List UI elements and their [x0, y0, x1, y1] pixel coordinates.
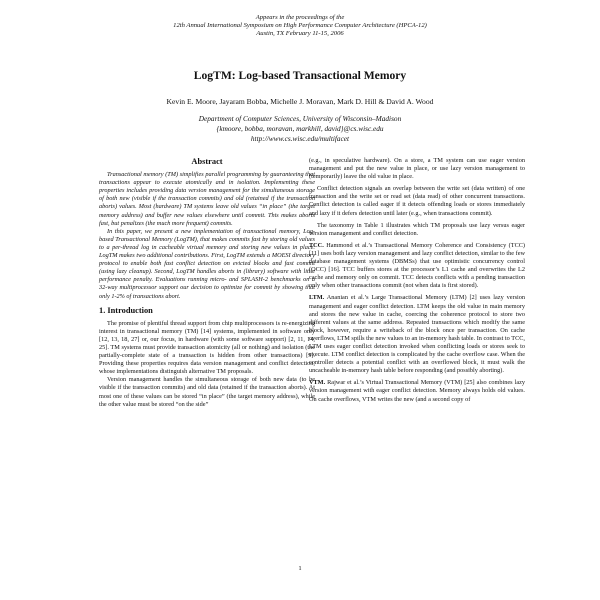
left-column	[99, 158, 315, 409]
affiliation-block	[0, 114, 600, 143]
intro-paragraph-1: The promise of plentiful thread support from chip multiprocessors is re-energizing interest in transactional memory (TM) [14] systems, implemented in software only [12, 13, 18, 27] or, our focus, in hardware (with some software support) [2, 11, 14, 25]. TM systems must provide transaction atomicity (all or nothing) and isolation (the partially-complete state of a transaction is hidden from other transactions) [9]. Providing these properties requires data version management and conflict detection, whose implementations distinguish alternative TM proposals.	[99, 319, 315, 376]
vtm-label: VTM.	[309, 379, 326, 387]
abstract-heading: Abstract	[191, 157, 223, 166]
department-line: Department of Computer Sciences, University of Wisconsin–Madison	[198, 114, 402, 123]
tcc-label: TCC.	[309, 241, 324, 249]
proceedings-line-1: Appears in the proceedings of the	[255, 14, 345, 21]
proceedings-line-2: 12th Annual International Symposium on High Performance Computer Architecture (HPCA-12)	[173, 22, 427, 30]
intro-paragraph-2: Version management handles the simultaneous storage of both new data (to be visible if the transaction commits) and old data (retained if the transaction aborts). At most one of these values can be stored “in place” (the target memory address), while the other value must be stored “on the side”	[99, 376, 315, 408]
right-paragraph-1: (e.g., in speculative hardware). On a store, a TM system can use eager version management and put the new value in place, or use lazy version management to (temporarily) leave the old value in place.	[309, 157, 525, 181]
taxonomy-paragraph: The taxonomy in Table 1 illustrates which TM proposals use lazy versus eager version management and conflict detection.	[309, 221, 525, 237]
url-line: http://www.cs.wisc.edu/multifacet	[250, 133, 350, 143]
paper-title: LogTM: Log-based Transactional Memory	[193, 69, 407, 82]
abstract-body	[99, 171, 315, 301]
tcc-text: Hammond et al.’s Transactional Memory Coherence and Consistency (TCC) [11] uses both lazy version management and lazy conflict detection, similar to the few database management systems (DBMSs) that use optimistic concurrency control (OCC) [16]. TCC buffers stores at the processor’s L1 cache and overwrites the L2 cache and memory only on commit. TCC detects conflicts with a pending transaction only when other transactions commit (not when data is first stored).	[309, 241, 525, 290]
proceedings-note	[0, 14, 600, 39]
author-list: Kevin E. Moore, Jayaram Bobba, Michelle J. Moravan, Mark D. Hill & David A. Wood	[166, 97, 434, 106]
introduction-heading: 1. Introduction	[99, 305, 153, 315]
abstract-paragraph-2: In this paper, we present a new implementation of transactional memory, Log-based Transactional Memory (LogTM), that makes commits fast by storing old values to a per-thread log in cacheable virtual memory and storing new values in place. LogTM makes two additional contributions. First, LogTM extends a MOESI directory protocol to enable both fast conflict detection on evicted blocks and fast commit (using lazy cleanup). Second, LogTM handles aborts in (library) software with little performance penalty. Evaluations running micro- and SPLASH-2 benchmarks on a 32-way multiprocessor support our decision to optimize for commit by showing that only 1-2% of transactions abort.	[99, 227, 315, 300]
email-line: {kmoore, bobba, moravan, markhill, david}@cs.wisc.edu	[216, 123, 384, 133]
vtm-paragraph	[309, 379, 525, 403]
ltm-text: Ananian et al.’s Large Transactional Memory (LTM) [2] uses lazy version management and eager conflict detection. LTM keeps the old value in main memory and stores the new value in cache, coercing the coherence protocol to store two different values at the same address. Repeated transactions which modify the same block, however, require a writeback of the block once per transaction. On cache overflows, LTM spills the new values to an in-memory hash table. In contrast to TCC, LTM uses eager conflict detection invoked when conflicting loads or stores seek to execute. LTM conflict detection is complicated by the cache overflow case. When the controller detects a potential conflict with an overflowed block, it must walk the uncacheable in-memory hash table before responding (and possibly aborting).	[309, 294, 525, 375]
ltm-label: LTM.	[309, 294, 325, 302]
right-column	[309, 157, 525, 404]
tcc-paragraph	[309, 242, 525, 291]
page-number: 1	[298, 565, 302, 572]
proceedings-line-3: Austin, TX February 11-15, 2006	[256, 30, 344, 38]
ltm-paragraph	[309, 294, 525, 375]
conflict-detection-paragraph: Conflict detection signals an overlap between the write set (data written) of one transaction and the write set or read set (data read) of other concurrent transactions. Conflict detection is called eager if it detects offending loads or stores immediately and lazy if it defers detection until later (e.g., when transactions commit).	[309, 185, 525, 217]
abstract-paragraph-1: Transactional memory (TM) simplifies parallel programming by guaranteeing that transactions appear to execute atomically and in isolation. Implementing these properties includes providing data version management for the simultaneous storage of both new (visible if the transaction commits) and old (retained if the transaction aborts) values. Most (hardware) TM systems leave old values “in place” (the target memory address) and buffer new values elsewhere until commit. This makes aborts fast, but penalizes (the much more frequent) commits.	[99, 171, 315, 227]
vtm-text: Rajwar et al.’s Virtual Transactional Memory (VTM) [25] also combines lazy version management with eager conflict detection. Memory always holds old values. On cache overflows, VTM writes the new (and a second copy of	[309, 379, 525, 403]
